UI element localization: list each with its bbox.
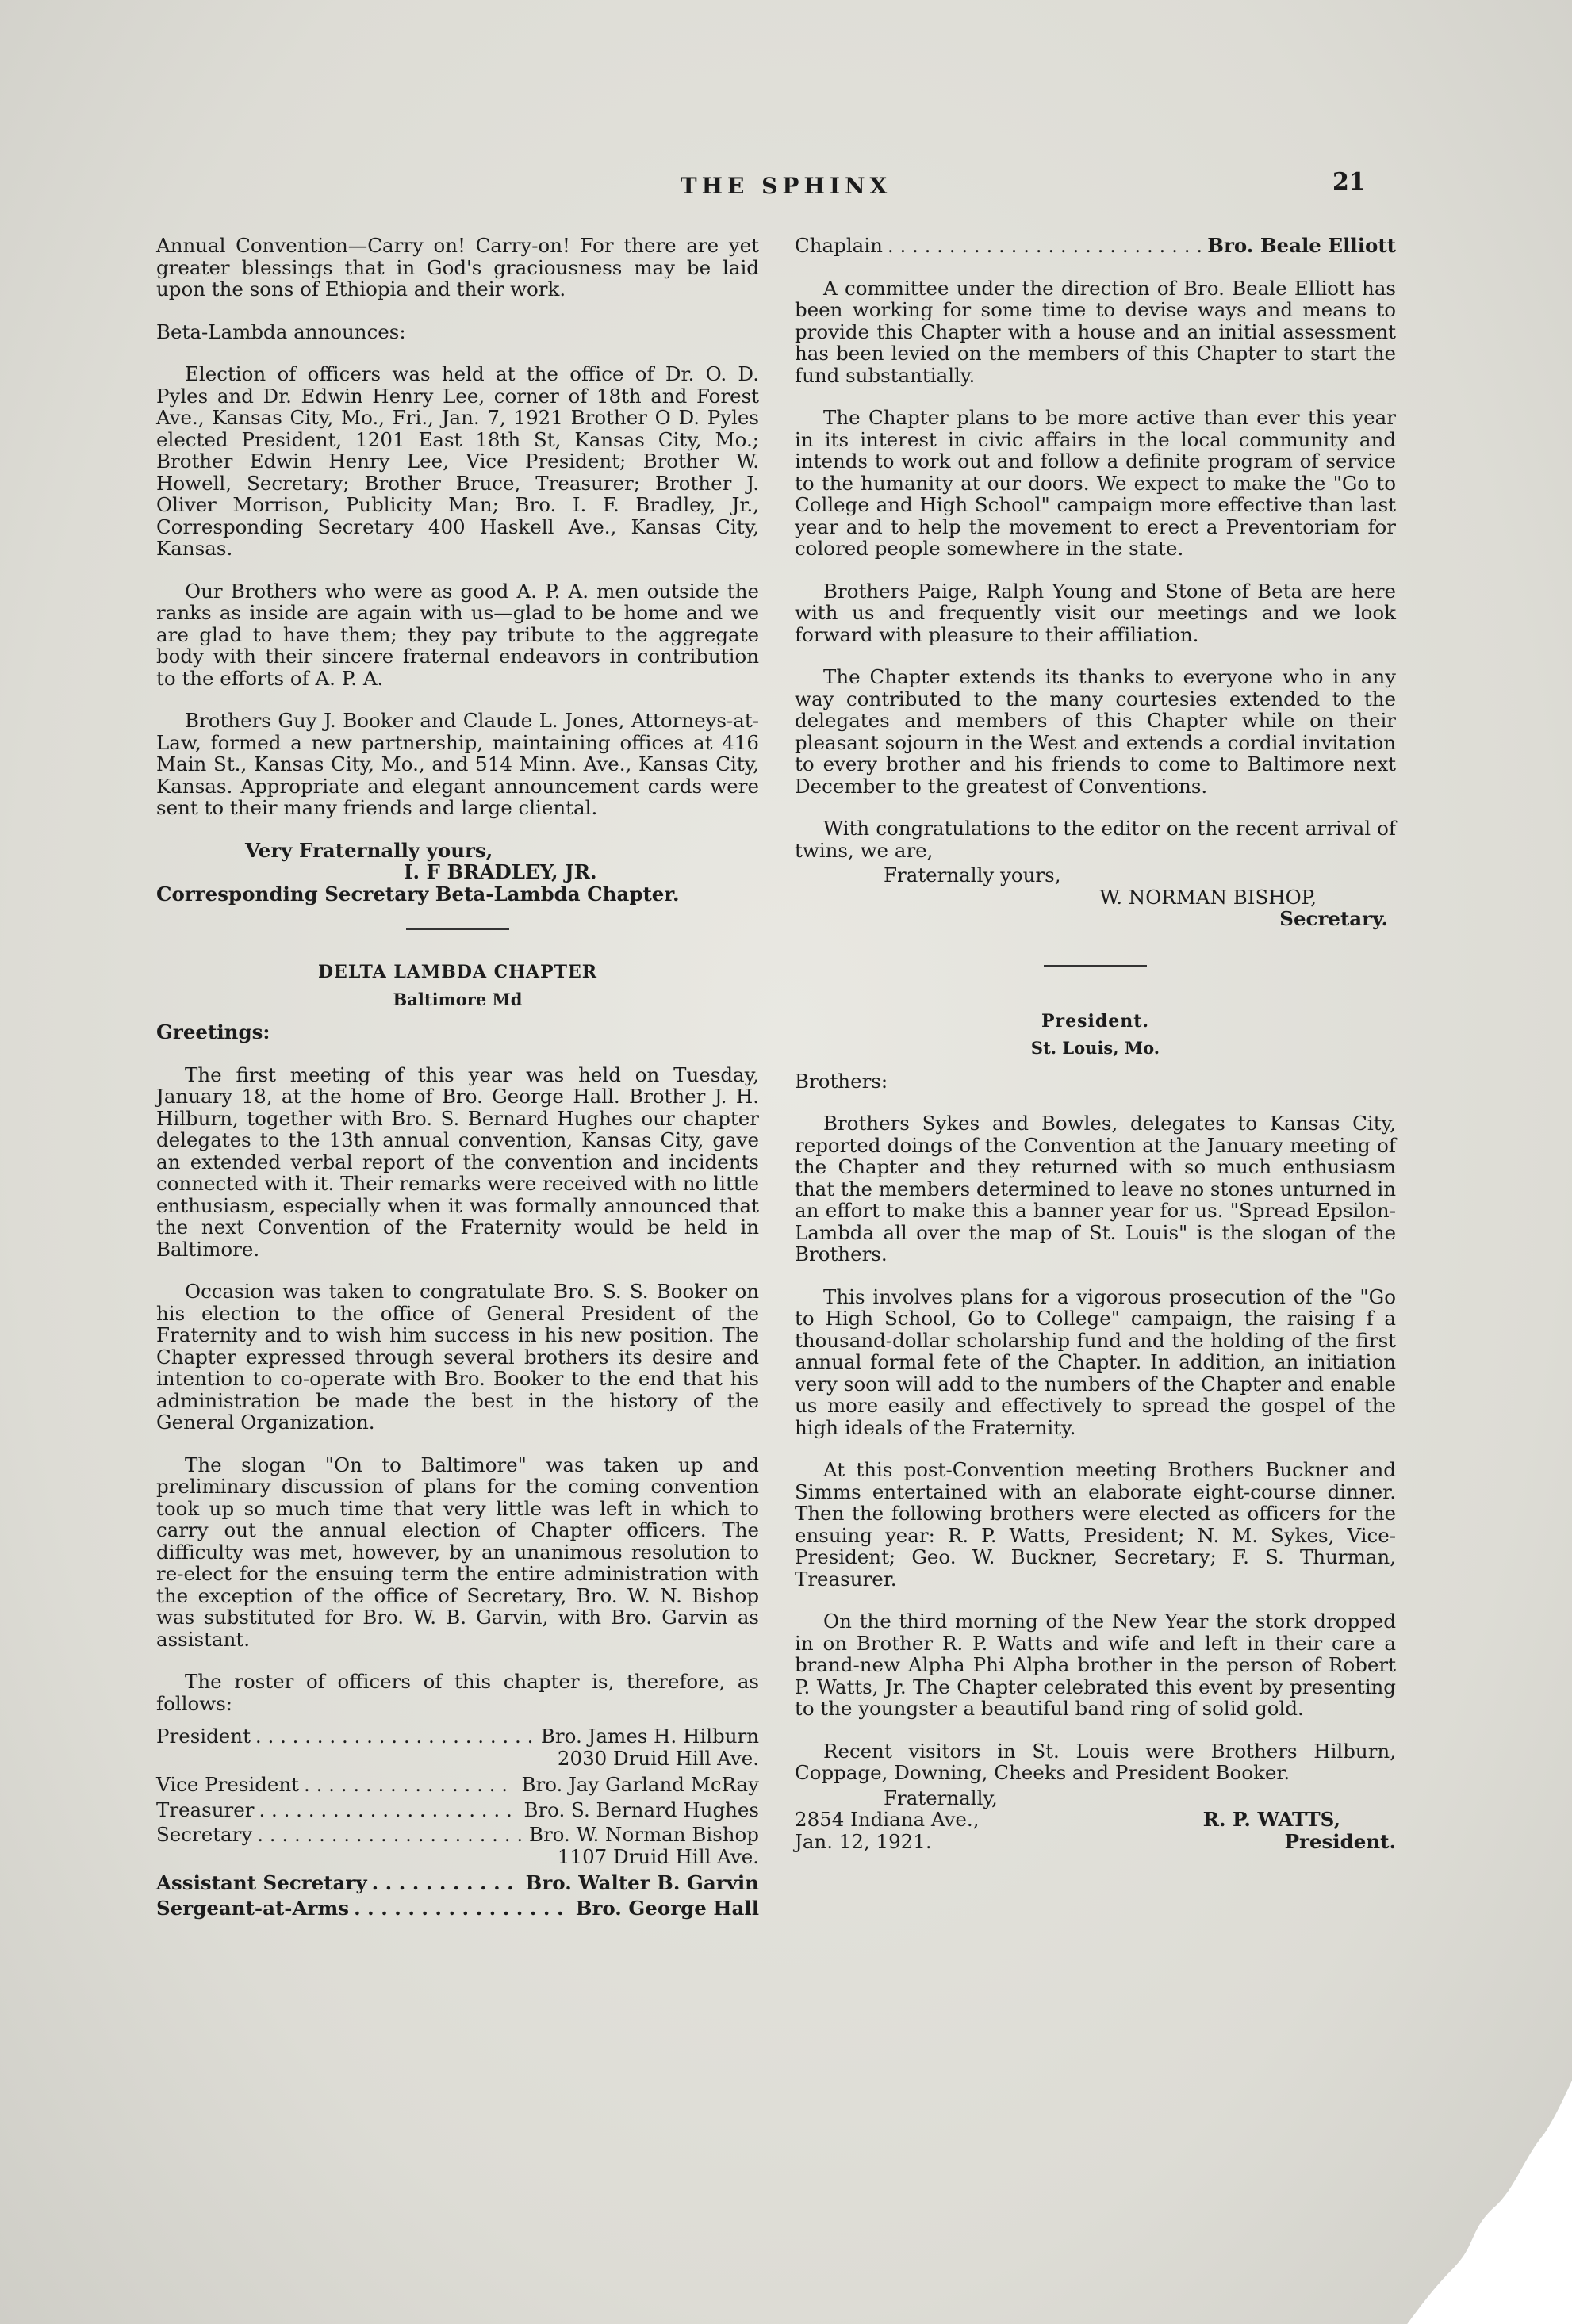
epsilon-paragraph-5: Recent visitors in St. Louis were Brothers Hilburn, Coppage, Downing, Cheeks and President Booker. — [795, 1739, 1396, 1784]
delta-signoff-name: W. NORMAN BISHOP, — [1099, 885, 1317, 909]
officer-name: Bro. S. Bernard Hughes — [523, 1798, 759, 1821]
officer-role: Secretary — [156, 1823, 253, 1846]
officer-role: Chaplain — [795, 234, 883, 257]
epsilon-signoff — [795, 1787, 1396, 1853]
officer-address: 2030 Druid Hill Ave. — [557, 1746, 759, 1770]
officer-entry — [156, 1799, 759, 1821]
officer-role: President — [156, 1725, 251, 1748]
officer-entry — [156, 1897, 759, 1920]
beta-paragraph-1: Election of officers was held at the office of Dr. O. D. Pyles and Dr. Edwin Henry Lee, corner of 18th and Forest Ave., Kansas City, Mo., Fri., Jan. 7, 1921 Brother O D. Pyles elected President, 1201 East 18th St, Kansas City, Mo.; Brother Edwin Henry Lee, Vice President; Brother W. Howell, Secretary; Brother Bruce, Treasurer; Brother J. Oliver Morrison, Publicity Man; Bro. I. F. Bradley, Jr., Corresponding Secretary 400 Haskell Ave., Kansas City, Kansas. — [156, 362, 759, 560]
beta-signoff-closing: Very Fraternally yours, — [245, 838, 493, 862]
officer-address: 1107 Druid Hill Ave. — [557, 1844, 759, 1868]
officer-name: Bro. Walter B. Garvin — [525, 1871, 759, 1894]
officer-name: Bro. W. Norman Bishop — [528, 1823, 759, 1846]
running-header-title: THE SPHINX — [680, 173, 892, 199]
epsilon-signoff-closing: Fraternally, — [884, 1786, 998, 1809]
delta-paragraph-2: Occasion was taken to congratulate Bro. S. S. Booker on his election to the office of General President of the Fraternity and to wish him success in his new position. The Chapter expressed through several brothers its desire and intention to co-operate with Bro. Booker to the end that his administration be made the best in the history of the General Organization. — [156, 1280, 759, 1434]
torn-corner-shape — [1358, 2031, 1572, 2324]
delta-chapter-title: DELTA LAMBDA CHAPTER — [317, 962, 598, 982]
epsilon-signoff-name: R. P. WATTS, — [1202, 1808, 1340, 1831]
beta-lambda-announces: Beta-Lambda announces: — [156, 320, 406, 343]
officer-name: Bro. Beale Elliott — [1207, 234, 1396, 257]
delta-paragraph-5: A committee under the direction of Bro. Beale Elliott has been working for some time to devise ways and means to provide this Chapter with a house and an initial assessment has been levied on the members of this Chapter to start the fund substantially. — [795, 276, 1396, 387]
officer-entry — [156, 1824, 759, 1867]
delta-greeting: Greetings: — [156, 1020, 270, 1043]
delta-paragraph-1: The first meeting of this year was held on Tuesday, January 18, at the home of Bro. George Hall. Brother J. H. Hilburn, together with Bro. S. Bernard Hughes our chapter delegates to the 13th annual convention, Kansas City, gave an extended verbal report of the convention and incidents connected with it. Their remarks were received with no little enthusiasm, especially when it was formally announced that the next Convention of the Fraternity would be held in Baltimore. — [156, 1062, 759, 1261]
officer-entry — [156, 1872, 759, 1894]
officer-role: Assistant Secretary — [156, 1871, 367, 1894]
epsilon-paragraph-2: This involves plans for a vigorous prosecution of the "Go to High School, Go to College" campaign, the raising f a thousand-dollar scholarship fund and the holding of the first annual formal fete of the Chapter. In addition, an initiation very soon will add to the numbers of the Chapter and enable us more easily and effectively to spread the gospel of the high ideals of the Fraternity. — [795, 1285, 1396, 1439]
officer-entry — [156, 1774, 759, 1796]
delta-paragraph-9: With congratulations to the editor on the recent arrival of twins, we are, — [795, 817, 1396, 862]
chaplain-entry — [795, 235, 1396, 257]
epsilon-paragraph-3: At this post-Convention meeting Brothers Buckner and Simms entertained with an elaborate eight-course dinner. Then the following brothers were elected as officers for the ensuing year: R. P. Watts, President; N. M. Sykes, Vice-President; Geo. W. Buckner, Secretary; F. S. Thurman, Treasurer. — [795, 1458, 1396, 1591]
beta-signoff — [156, 840, 759, 905]
left-column — [156, 235, 759, 1922]
delta-signoff-title: Secretary. — [1279, 907, 1388, 930]
delta-paragraph-8: The Chapter extends its thanks to everyone who in any way contributed to the many courtesies extended to the delegates and members of this Chapter while on their pleasant sojourn in the West and extends a cordial invitation to every brother and his friends to come to Baltimore next December to the greatest of Conventions. — [795, 665, 1396, 798]
officer-role: Treasurer — [156, 1798, 255, 1821]
delta-signoff-closing: Fraternally yours, — [884, 863, 1061, 886]
officer-name: Bro. Jay Garland McRay — [521, 1773, 759, 1796]
intro-paragraph: Annual Convention—Carry on! Carry-on! For there are yet greater blessings that in God's graciousness may be laid upon the sons of Ethiopia and their work. — [156, 234, 759, 301]
delta-paragraph-6: The Chapter plans to be more active than ever this year in its interest in civic affairs in the local community and intends to work out and follow a definite program of service to the humanity at our doors. We expect to make the "Go to College and High School" campaign more effective than last year and to help the movement to erect a Preventoriam for colored people somewhere in the state. — [795, 406, 1396, 560]
epsilon-greeting: Brothers: — [795, 1069, 888, 1093]
officer-name: Bro. George Hall — [575, 1896, 759, 1920]
epsilon-chapter-title: President. — [1041, 1010, 1150, 1032]
epsilon-chapter-location: St. Louis, Mo. — [1030, 1038, 1160, 1058]
section-divider — [406, 928, 509, 930]
beta-signoff-name: I. F BRADLEY, JR. — [404, 860, 597, 883]
beta-signoff-title: Corresponding Secretary Beta-Lambda Chapter. — [156, 882, 680, 905]
officer-roster — [156, 1725, 759, 1919]
epsilon-signoff-title: President. — [1284, 1829, 1396, 1853]
officer-role: Sergeant-at-Arms — [156, 1896, 350, 1920]
delta-paragraph-4: The roster of officers of this chapter is, therefore, as follows: — [156, 1670, 759, 1715]
beta-paragraph-3: Brothers Guy J. Booker and Claude L. Jones, Attorneys-at-Law, formed a new partnership, maintaining offices at 416 Main St., Kansas City, Mo., and 514 Minn. Ave., Kansas City, Kansas. Appropriate and elegant announcement cards were sent to their many friends and large cliental. — [156, 709, 759, 819]
delta-chapter-location: Baltimore Md — [393, 989, 523, 1009]
epsilon-signoff-date: Jan. 12, 1921. — [795, 1829, 932, 1853]
delta-signoff — [795, 864, 1396, 930]
beta-paragraph-2: Our Brothers who were as good A. P. A. men outside the ranks as inside are again with us—glad to be home and we are glad to have them; they pay tribute to the aggregate body with their sincere fraternal endeavors in contribution to the efforts of A. P. A. — [156, 579, 759, 690]
delta-paragraph-3: The slogan "On to Baltimore" was taken up and preliminary discussion of plans for the coming convention took up so much time that very little was left in which to carry out the annual election of Chapter officers. The difficulty was met, however, by an unanimous resolution to re-elect for the ensuing term the entire administration with the exception of the office of Secretary, Bro. W. N. Bishop was substituted for Bro. W. B. Garvin, with Bro. Garvin as assistant. — [156, 1453, 759, 1651]
officer-entry — [156, 1725, 759, 1769]
officer-name: Bro. James H. Hilburn — [540, 1725, 759, 1748]
epsilon-paragraph-4: On the third morning of the New Year the stork dropped in on Brother R. P. Watts and wife and left in their care a brand-new Alpha Phi Alpha brother in the person of Robert P. Watts, Jr. The Chapter celebrated this event by presenting to the youngster a beautiful band ring of solid gold. — [795, 1610, 1396, 1720]
section-divider — [1044, 965, 1147, 967]
page-number: 21 — [1332, 168, 1366, 196]
officer-role: Vice President — [156, 1773, 300, 1796]
delta-paragraph-7: Brothers Paige, Ralph Young and Stone of Beta are here with us and frequently visit our meetings and we look forward with pleasure to their affiliation. — [795, 579, 1396, 646]
right-column — [795, 235, 1396, 1852]
epsilon-paragraph-1: Brothers Sykes and Bowles, delegates to Kansas City, reported doings of the Convention at the January meeting of the Chapter and they returned with so much enthusiasm that the members determined to leave no stones unturned in an effort to make this a banner year for us. "Spread Epsilon-Lambda all over the map of St. Louis" is the slogan of the Brothers. — [795, 1112, 1396, 1265]
epsilon-signoff-address: 2854 Indiana Ave., — [795, 1808, 980, 1831]
